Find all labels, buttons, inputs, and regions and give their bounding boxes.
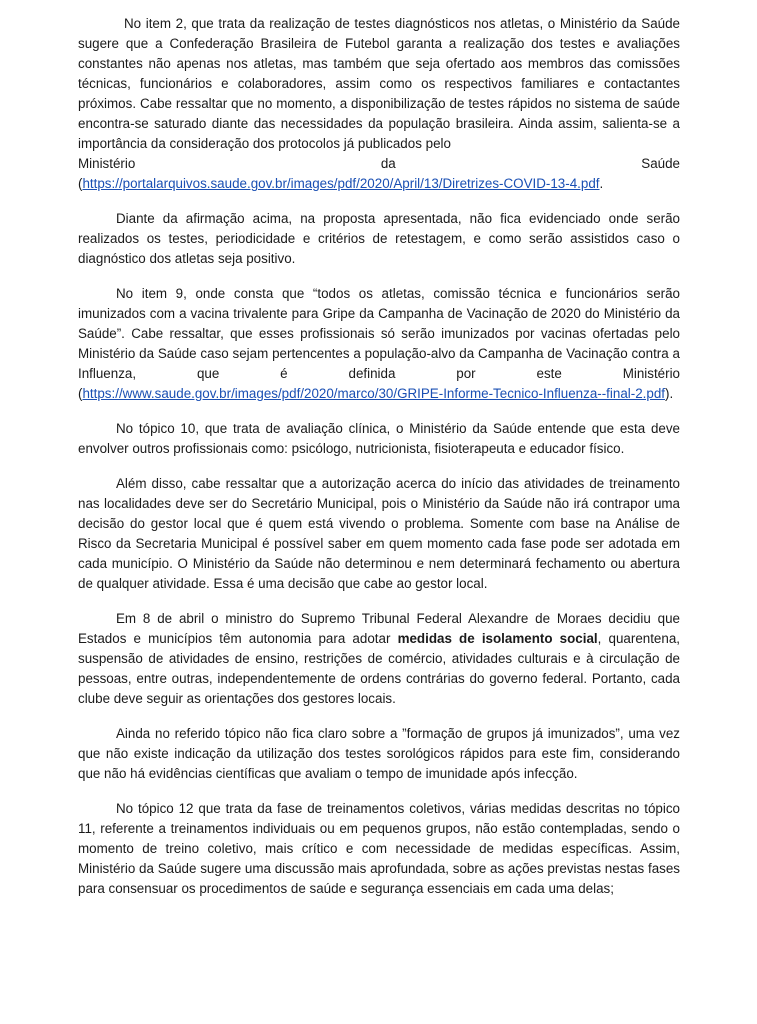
word: Saúde [641,156,680,171]
word: Ministério [78,156,136,171]
open-paren: ( [78,176,83,191]
paragraph-topic-10 [78,419,680,459]
paragraph-item-2 [78,14,680,194]
paragraph-text: Além disso, cabe ressaltar que a autorização acerca do início das atividades de treinamento nas localidades deve ser do Secretário Municipal, pois o Ministério da Saúde não irá contrapor uma decisão do gestor local que é quem está vivendo o problema. Somente com base na Análise de Risco da Secretaria Municipal é possível saber em quem momento cada fase pode ser adotada em cada município. O Ministério da Saúde não determinou e nem determinará fechamento ou abertura de qualquer atividade. Essa é uma decisão que cabe ao gestor local. [78,476,680,591]
close-punct: ). [665,386,674,401]
paragraph-text: No tópico 10, que trata de avaliação clínica, o Ministério da Saúde entende que esta deve envolver outros profissionais como: psicólogo, nutricionista, fisioterapeuta e educador físico. [78,421,680,456]
link-line [78,174,680,194]
paragraph-stf-decision [78,609,680,709]
paragraph-item-9 [78,284,680,404]
gripe-informe-link[interactable]: https://www.saude.gov.br/images/pdf/2020/marco/30/GRIPE-Informe-Tecnico-Influenza--final-2.pdf [82,386,665,401]
paragraph-authorization [78,474,680,594]
paragraph-text: Ainda no referido tópico não fica claro sobre a ”formação de grupos já imunizados”, uma vez que não existe indicação da utilização dos testes sorológicos rápidos para este fim, considerando que não há evidências científicas que avaliam o tempo de imunidade após infecção. [78,726,680,781]
paragraph-text: No item 2, que trata da realização de testes diagnósticos nos atletas, o Ministério da Saúde sugere que a Confederação Brasileira de Futebol garanta a realização dos testes e avaliações constantes não apenas nos atletas, mas também que seja ofertado aos membros das comissões técnicas, funcionários e colaboradores, assim como os respectivos familiares e contactantes próximos. Cabe ressaltar que no momento, a disponibilização de testes rápidos no sistema de saúde encontra-se saturado diante das necessidades da população brasileira. Ainda assim, salienta-se a importância da consideração dos protocolos já publicados pelo [78,16,680,151]
bold-phrase: medidas de isolamento social [397,631,598,646]
open-paren: ( [78,386,83,401]
close-punct: . [599,176,604,191]
paragraph-text: Diante da afirmação acima, na proposta apresentada, não fica evidenciado onde serão realizados os testes, periodicidade e critérios de retestagem, e como serão assistidos caso o diagnóstico dos atletas seja positivo. [78,211,680,266]
paragraph-text: Em 8 de abril o ministro do Supremo Tribunal Federal Alexandre de Moraes decidiu que Estados e municípios têm autonomia para adotar [78,611,680,646]
word: da [380,156,396,171]
document-page [78,14,680,914]
portal-arquivos-link[interactable]: https://portalarquivos.saude.gov.br/images/pdf/2020/April/13/Diretrizes-COVID-13-4.pdf [82,176,600,191]
paragraph-testing-proposal [78,209,680,269]
paragraph-text: No tópico 12 que trata da fase de treinamentos coletivos, várias medidas descritas no tópico 11, referente a treinamentos individuais ou em pequenos grupos, não estão contempladas, sendo o momento de treino coletivo, mais crítico e com necessidade de medidas específicas. Assim, Ministério da Saúde sugere uma discussão mais aprofundada, sobre as ações previstas nestas fases para consensuar os procedimentos de saúde e segurança essenciais em cada uma delas; [78,801,680,896]
paragraph-immune-groups [78,724,680,784]
paragraph-text: No item 9, onde consta que “todos os atletas, comissão técnica e funcionários serão imunizados com a vacina trivalente para Gripe da Campanha de Vacinação de 2020 do Ministério da Saúde”. Cabe ressaltar, que esses profissionais só serão imunizados por vacinas ofertadas pelo Ministério da Saúde caso sejam pertencentes a população-alvo da Campanha de Vacinação contra a Influenza, que é definida por este Ministério [78,286,680,381]
paragraph-text: , quarentena, suspensão de atividades de ensino, restrições de comércio, atividades culturais e à circulação de pessoas, entre outras, independentemente de ordens contrárias do governo federal. Portanto, cada clube deve seguir as orientações dos gestores locais. [78,631,680,706]
spread-line [78,154,680,174]
paragraph-topic-12 [78,799,680,899]
